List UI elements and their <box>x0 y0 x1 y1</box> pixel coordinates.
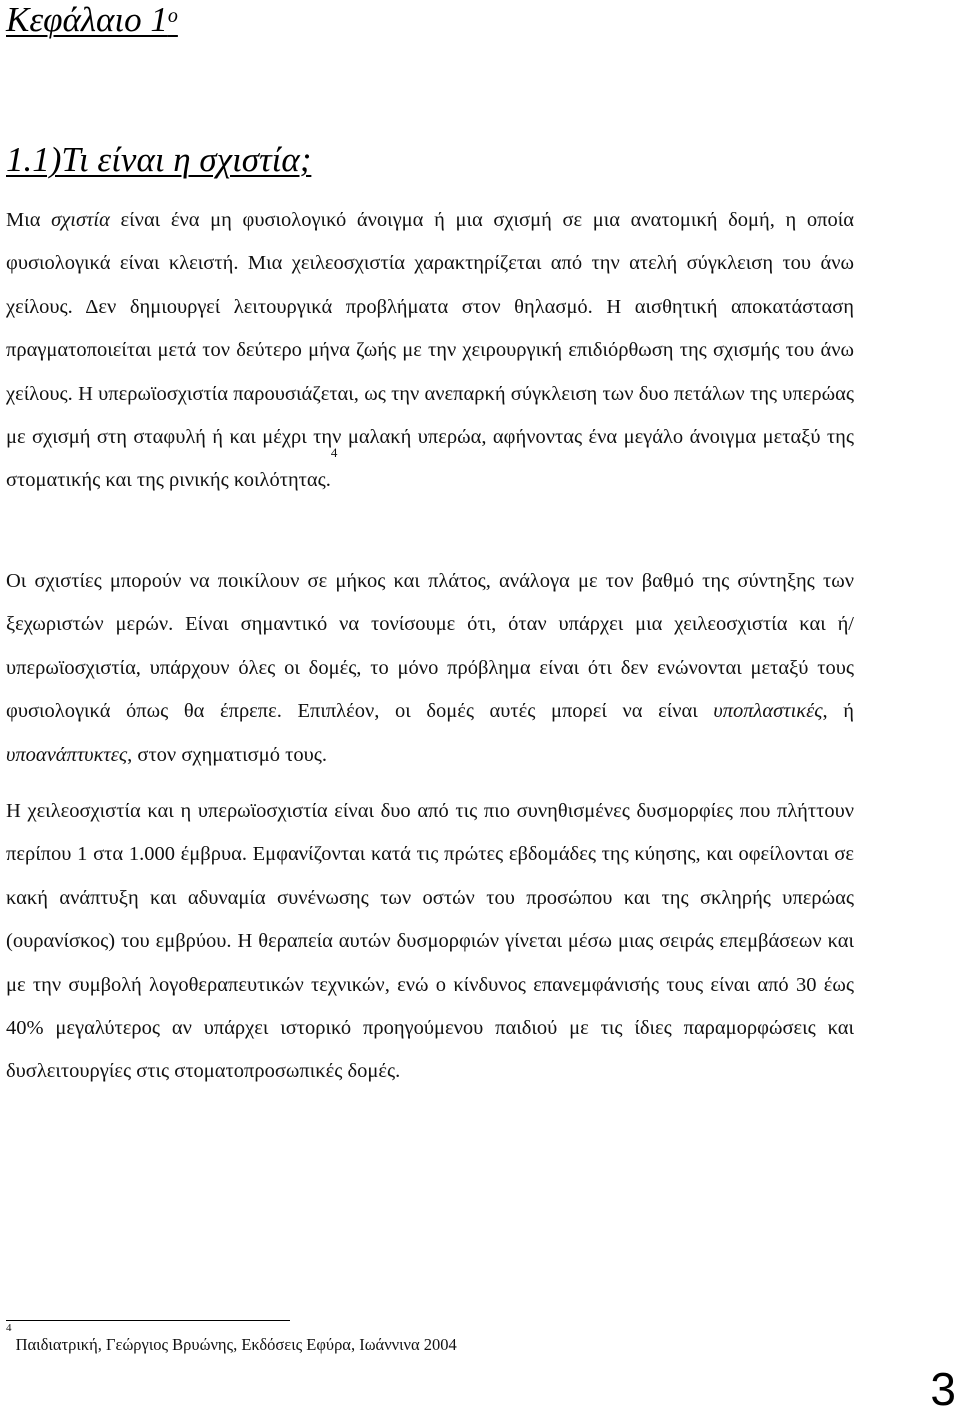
footnote <box>6 1322 457 1357</box>
chapter-title <box>6 0 178 40</box>
paragraph-1-text-b: είναι ένα μη φυσιολογικό άνοιγμα ή μια σχισμή σε μια ανατομική δομή, η οποία φυσιολογικά είναι κλειστή. Μια χειλεοσχιστία χαρακτηρίζεται από την ατελή σύγκλειση του άνω χείλους. Δεν δημιουργεί λειτουργικά προβλήματα στον θηλασμό. Η αισθητική αποκατάσταση πραγματοποιείται μετά τον δεύτερο μήνα ζωής με την χειρουργική επιδιόρθωση της σχισμής του άνω χείλους. Η υπερωϊοσχιστία παρουσιάζεται, ως την ανεπαρκή σύγκλειση των δυο πετάλων της υπερώας με σχισμή στη σταφυλή ή και μέχρι την μαλακή υπερώα, αφήνοντας ένα μεγάλο άνοιγμα μεταξύ της στοματικής και της ρινικής κοιλότητας. <box>6 209 855 492</box>
footnote-number: 4 <box>6 1322 12 1334</box>
paragraph-1-text-a: Μια <box>6 209 52 231</box>
paragraph-2-text-a: Οι σχιστίες μπορούν να ποικίλουν σε μήκος και πλάτος, ανάλογα με τον βαθμό της σύντηξης των ξεχωριστών μερών. Είναι σημαντικό να τονίσουμε ότι, όταν υπάρχει μια χειλεοσχιστία και ή/ υπερωϊοσχιστία, υπάρχουν όλες οι δομές, το μόνο πρόβλημα είναι ότι δεν ενώνονται μεταξύ τους φυσιολογικά όπως θα έπρεπε. Επιπλέον, οι δομές αυτές μπορεί να είναι <box>6 570 854 723</box>
footnote-text: Παιδιατρική, Γεώργιος Βρυώνης, Εκδόσεις Εφύρα, Ιωάννινα 2004 <box>11 1335 457 1354</box>
section-title: 1.1)Τι είναι η σχιστία; <box>6 140 312 179</box>
footnote-divider <box>6 1320 290 1321</box>
footnote-reference: 4 <box>330 445 338 461</box>
paragraph-prevalence: Η χειλεοσχιστία και η υπερωϊοσχιστία είναι δυο από τις πιο συνηθισμένες δυσμορφίες που πλήττουν περίπου 1 στα 1.000 έμβρυα. Εμφανίζονται κατά τις πρώτες εβδομάδες της κύησης, και οφείλονται σε κακή ανάπτυξη και αδυναμία συνένωσης των οστών του προσώπου και της σκληρής υπερώας (ουρανίσκος) του εμβρύου. Η θεραπεία αυτών δυσμορφιών γίνεται μέσω μιας σειράς επεμβάσεων και με την συμβολή λογοθεραπευτικών τεχνικών, ενώ ο κίνδυνος επανεμφάνισής τους είναι από 30 έως 40% μεγαλύτερος αν υπάρχει ιστορικό προηγούμενου παιδιού με τις ίδιες παραμορφώσεις και δυσλειτουργίες στις στοματοπροσωπικές δομές. <box>6 800 854 1083</box>
chapter-title-text: Κεφάλαιο 1 <box>6 0 168 39</box>
page-number: 3 <box>930 1363 956 1415</box>
paragraph-1-italic-term: σχιστία <box>51 209 110 231</box>
paragraph-2-italic-term-a: υποπλαστικές <box>713 700 823 723</box>
paragraph-variation <box>6 560 854 777</box>
chapter-title-superscript: ο <box>167 5 178 27</box>
paragraph-2-text-c: , στον σχηματισμό τους. <box>127 743 327 766</box>
paragraph-2-text-b: , ή <box>822 700 854 723</box>
paragraph-definition <box>6 199 854 503</box>
paragraph-2-italic-term-b: υποανάπτυκτες <box>6 743 128 766</box>
